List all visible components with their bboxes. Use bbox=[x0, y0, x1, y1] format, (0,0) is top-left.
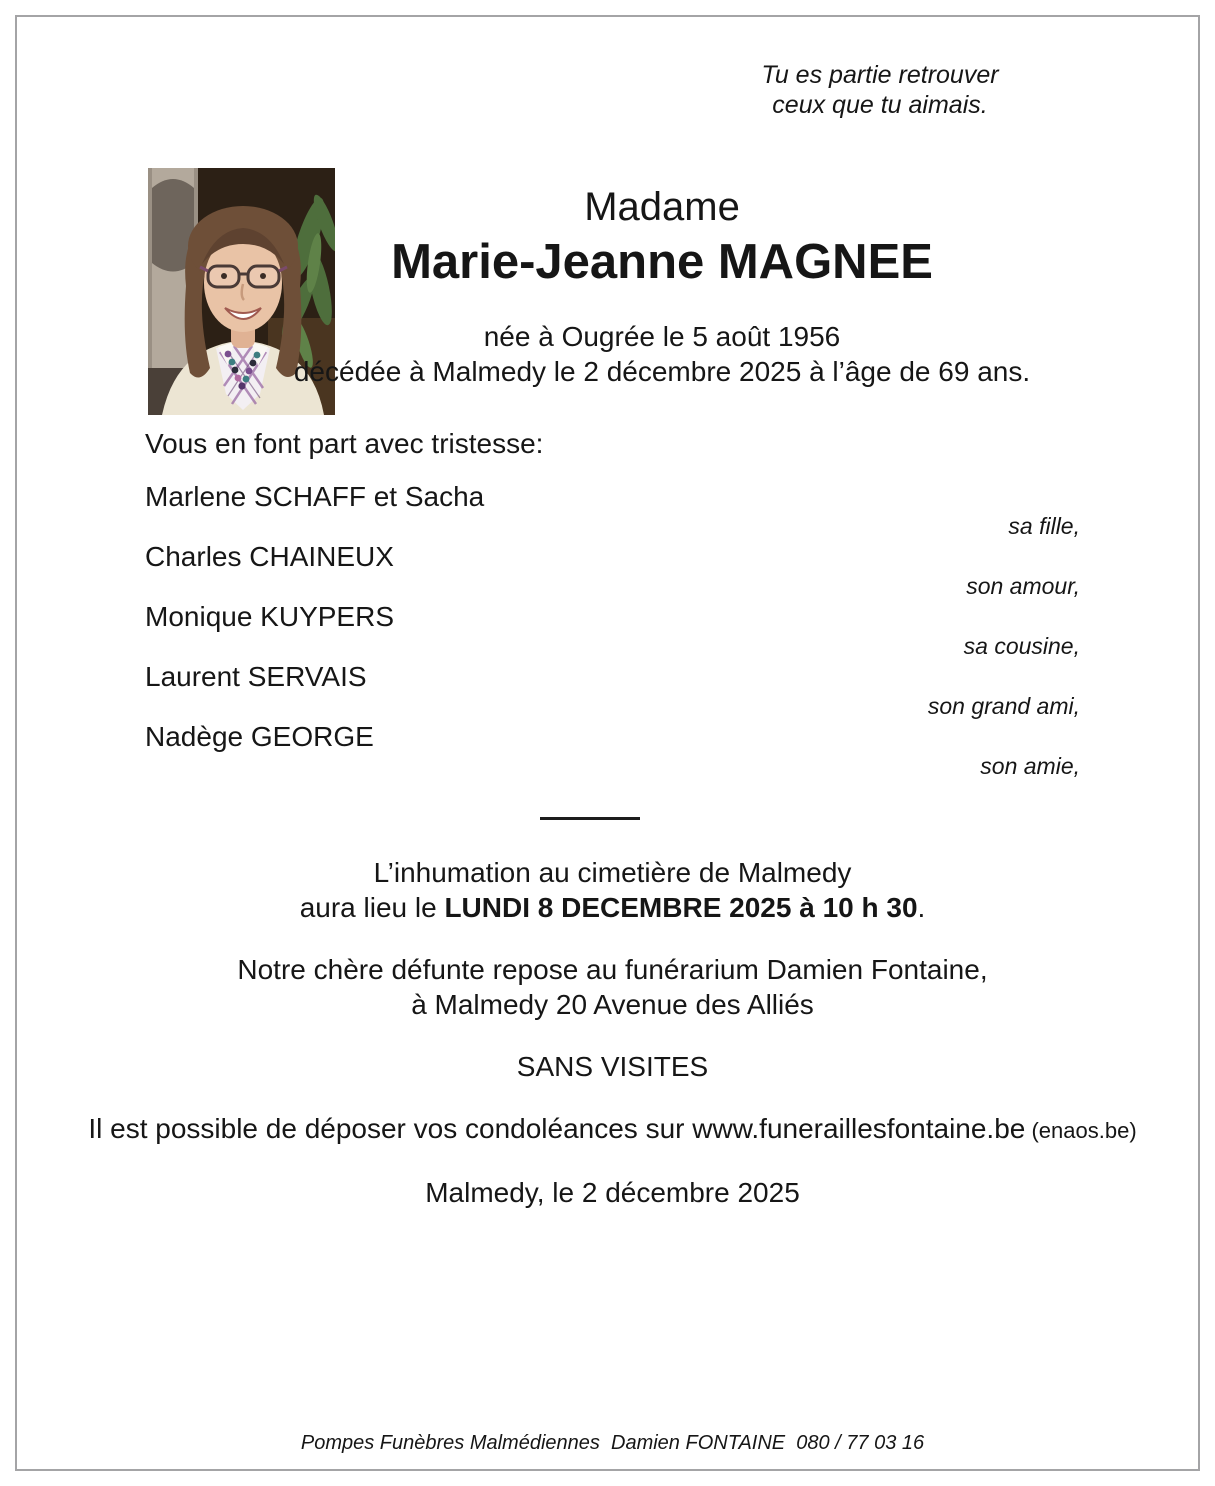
condolences-enaos: (enaos.be) bbox=[1025, 1118, 1137, 1143]
ceremony-section bbox=[10, 855, 1215, 1237]
mourner-row bbox=[145, 661, 1080, 719]
section-divider bbox=[540, 817, 640, 820]
burial-line2-suffix: . bbox=[917, 892, 926, 923]
mourner-row bbox=[145, 481, 1080, 539]
footer-credit: Pompes Funèbres Malmédiennes Damien FONTAINE 080 / 77 03 16 bbox=[300, 1432, 925, 1454]
mourner-name: Charles CHAINEUX bbox=[145, 541, 394, 572]
memorial-quote bbox=[700, 60, 1060, 120]
memorial-quote-line1: Tu es partie retrouver bbox=[761, 61, 999, 89]
mourner-name: Monique KUYPERS bbox=[145, 601, 395, 632]
death-line: décédée à Malmedy le 2 décembre 2025 à l’âge de 69 ans. bbox=[293, 356, 1031, 387]
burial-line2-prefix: aura lieu le bbox=[299, 892, 445, 923]
burial-info bbox=[10, 855, 1215, 925]
mourner-relation: son amie, bbox=[980, 753, 1080, 779]
condolences-line bbox=[10, 1111, 1215, 1148]
burial-datetime: LUNDI 8 DECEMBRE 2025 à 10 h 30 bbox=[444, 892, 918, 923]
memorial-quote-line2: ceux que tu aimais. bbox=[772, 91, 988, 119]
birth-line: née à Ougrée le 5 août 1956 bbox=[483, 321, 841, 352]
announcement-intro: Vous en font part avec tristesse: bbox=[145, 428, 544, 459]
mourner-name: Nadège GEORGE bbox=[145, 721, 374, 752]
repose-line2: à Malmedy 20 Avenue des Alliés bbox=[411, 989, 814, 1020]
mourner-name: Marlene SCHAFF et Sacha bbox=[145, 481, 485, 512]
mourner-row bbox=[145, 601, 1080, 659]
condolences-text: Il est possible de déposer vos condoléances sur bbox=[88, 1113, 693, 1144]
repose-info bbox=[10, 952, 1215, 1022]
deceased-header bbox=[255, 183, 1069, 389]
burial-line1: L’inhumation au cimetière de Malmedy bbox=[373, 857, 852, 888]
deceased-name: Marie-Jeanne MAGNEE bbox=[391, 235, 933, 289]
mourner-row bbox=[145, 541, 1080, 599]
mourner-relation: sa cousine, bbox=[963, 633, 1080, 659]
announcement-section bbox=[145, 428, 1080, 781]
mourner-relation: son amour, bbox=[966, 573, 1080, 599]
condolences-website: www.funeraillesfontaine.be bbox=[692, 1113, 1026, 1144]
dateline: Malmedy, le 2 décembre 2025 bbox=[425, 1177, 800, 1208]
visits-notice: SANS VISITES bbox=[516, 1051, 709, 1082]
deceased-honorific: Madame bbox=[584, 185, 740, 229]
mourner-row bbox=[145, 721, 1080, 779]
mourner-name: Laurent SERVAIS bbox=[145, 661, 367, 692]
mourner-relation: sa fille, bbox=[1008, 513, 1080, 539]
repose-line1: Notre chère défunte repose au funérarium Damien Fontaine, bbox=[237, 954, 988, 985]
mourner-relation: son grand ami, bbox=[927, 693, 1080, 719]
deceased-vitals bbox=[255, 319, 1069, 389]
